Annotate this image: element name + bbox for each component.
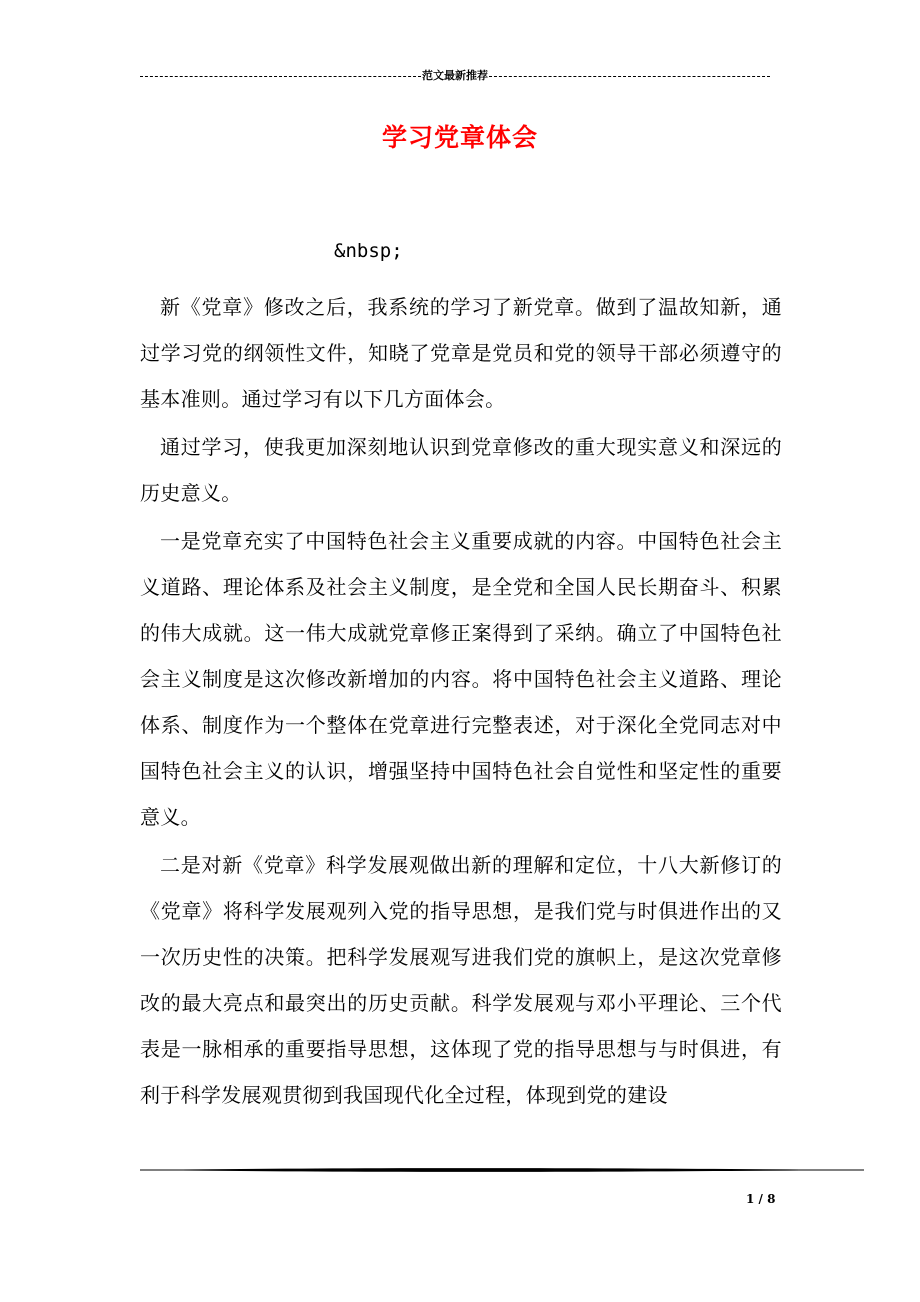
paragraph-2: 通过学习，使我更加深刻地认识到党章修改的重大现实意义和深远的历史意义。 [140,435,782,505]
header-text: 范文最新推荐 [422,69,488,82]
page-header [140,66,770,86]
document-title: 学习党章体会 [381,123,538,152]
paragraph-1: 新《党章》修改之后，我系统的学习了新党章。做到了温故知新，通过学习党的纲领性文件，知晓了党章是党员和党的领导干部必须遵守的基本准则。通过学习有以下几方面体会。 [140,295,782,411]
nbsp-literal: &nbsp; [334,240,403,262]
header-dashes-right [489,76,770,77]
document-body [140,284,782,1120]
header-dashes-left [140,76,421,77]
page-number: 1 / 8 [746,1192,776,1206]
paragraph-3: 一是党章充实了中国特色社会主义重要成就的内容。中国特色社会主义道路、理论体系及社会主义制度，是全党和全国人民长期奋斗、积累的伟大成就。这一伟大成就党章修正案得到了采纳。确立了中国特色社会主义制度是这次修改新增加的内容。将中国特色社会主义道路、理论体系、制度作为一个整体在党章进行完整表述，对于深化全党同志对中国特色社会主义的认识，增强坚持中国特色社会自觉性和坚定性的重要意义。 [140,529,782,829]
footer-rule [140,1166,864,1174]
paragraph-4: 二是对新《党章》科学发展观做出新的理解和定位，十八大新修订的《党章》将科学发展观列入党的指导思想，是我们党与时俱进作出的又一次历史性的决策。把科学发展观写进我们党的旗帜上，是这次党章修改的最大亮点和最突出的历史贡献。科学发展观与邓小平理论、三个代表是一脉相承的重要指导思想，这体现了党的指导思想与与时俱进，有利于科学发展观贯彻到我国现代化全过程，体现到党的建设 [140,853,782,1107]
